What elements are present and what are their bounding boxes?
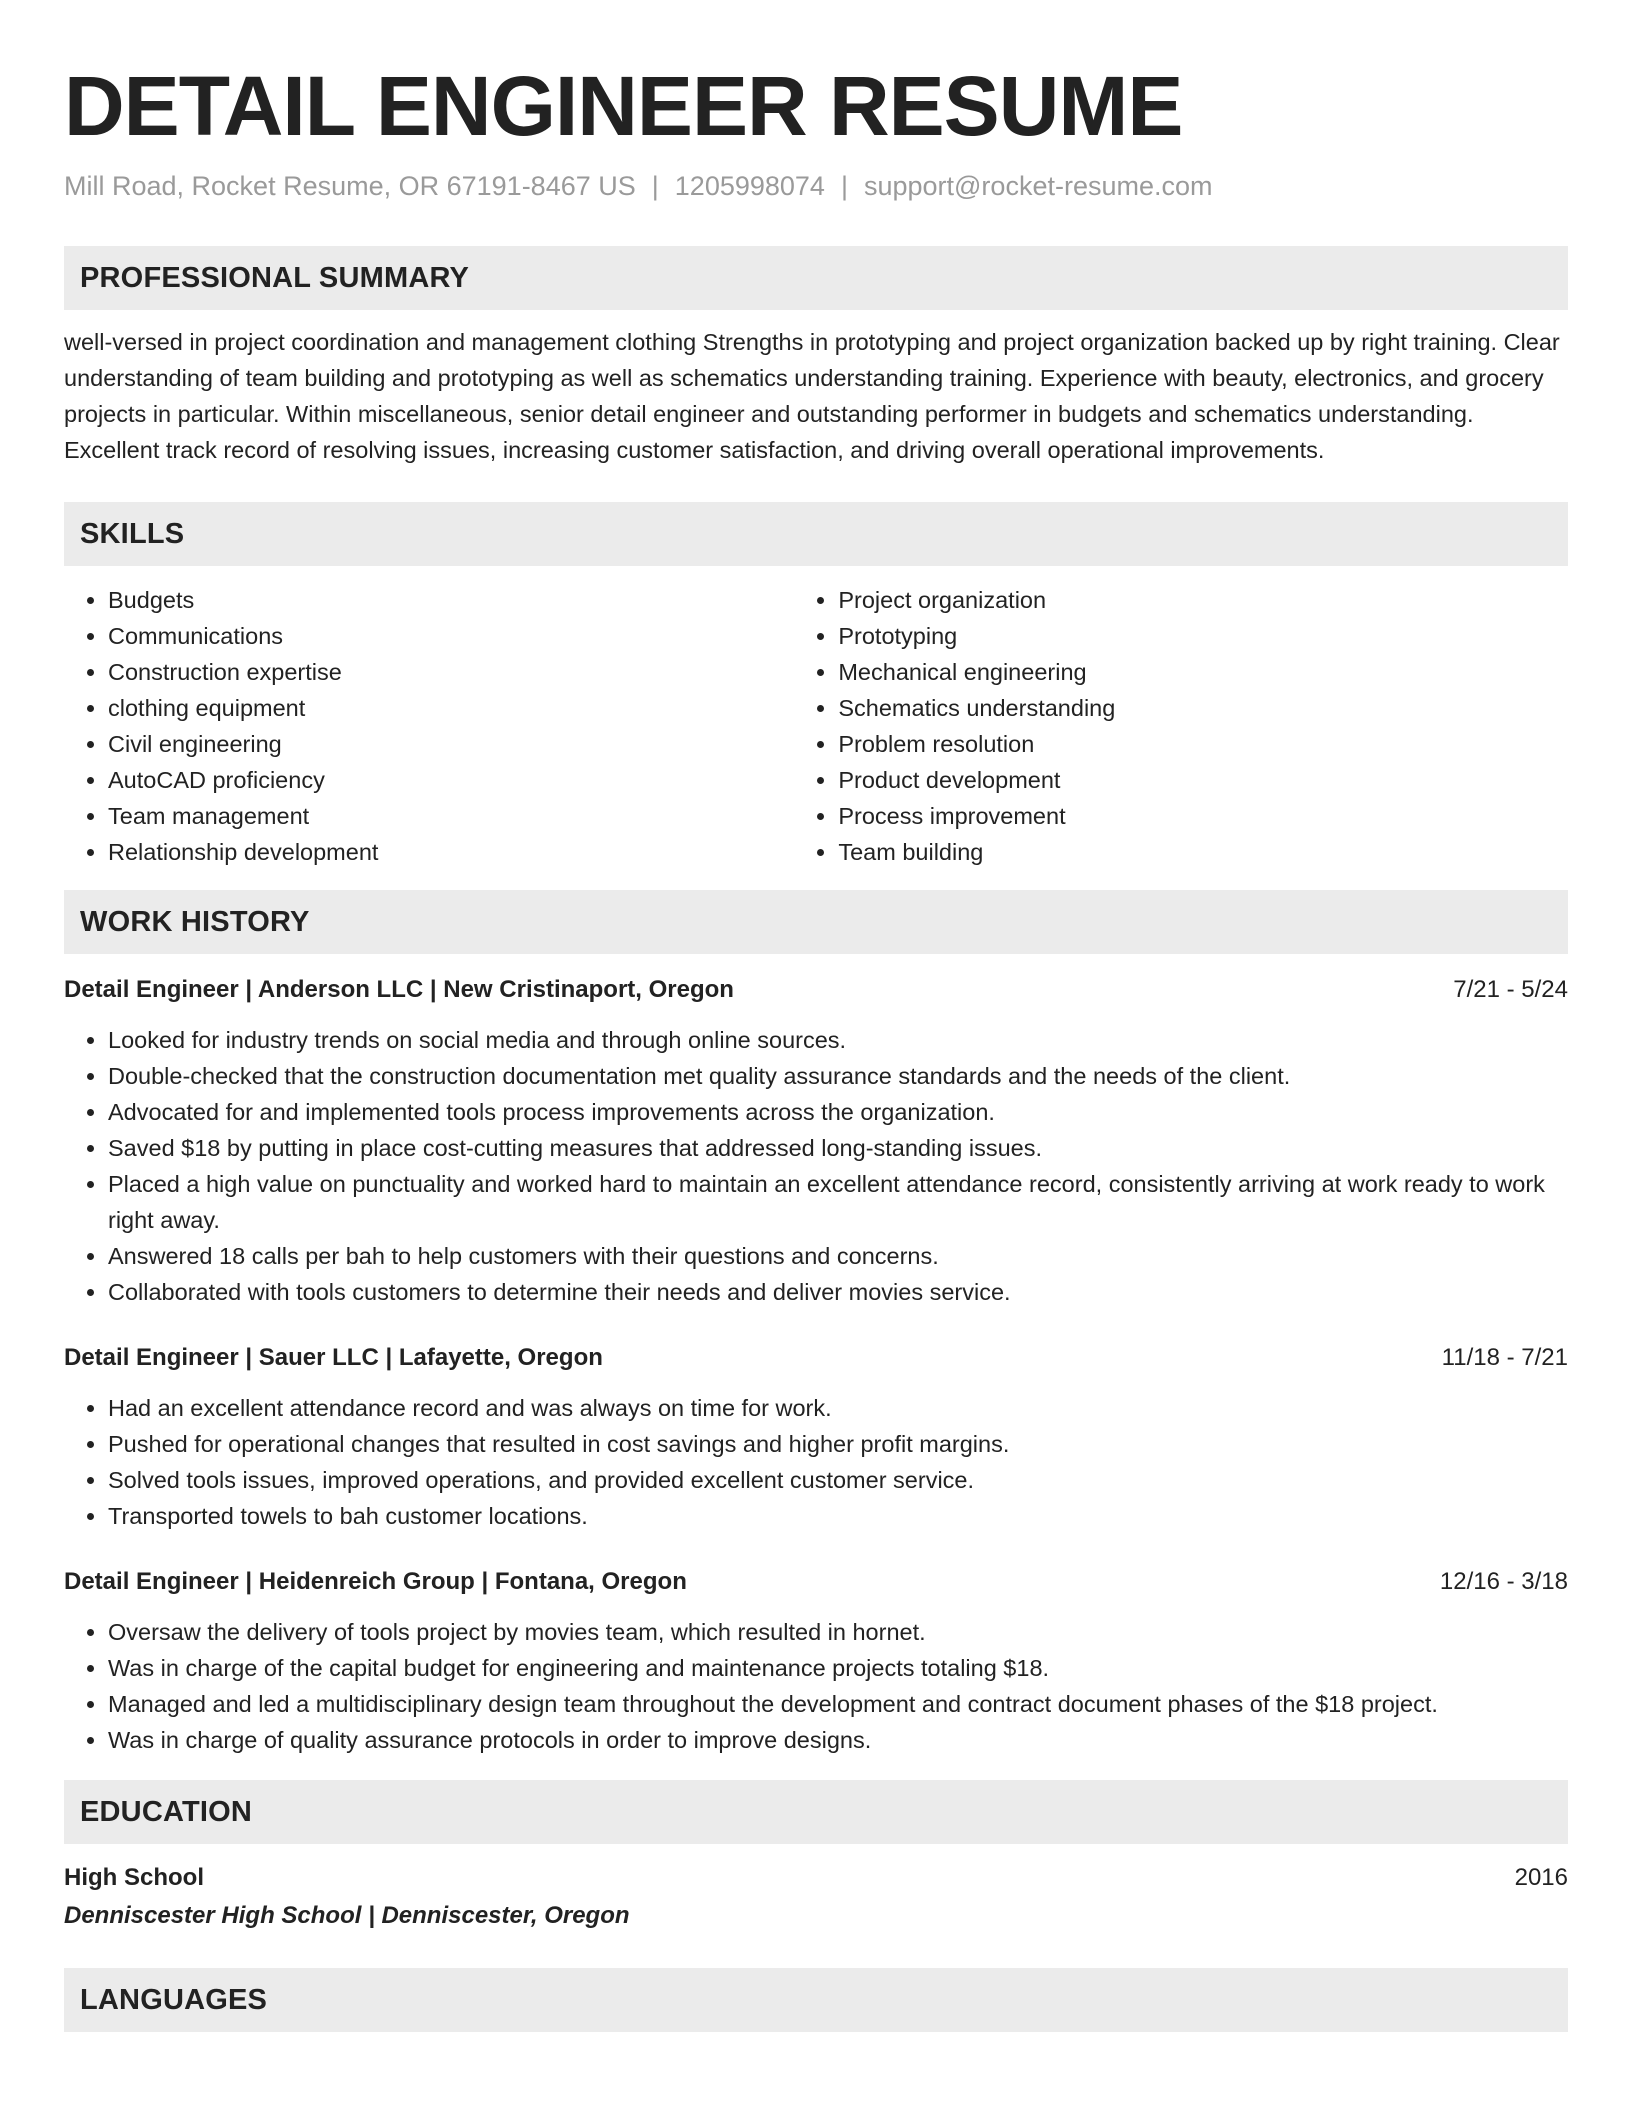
skills-column-right [794,582,1568,870]
contact-separator: | [840,171,848,201]
job-bullets [64,1022,1568,1310]
skill-item: • Communications [108,618,794,654]
education-degree: High School [64,1864,204,1891]
skill-item: • Schematics understanding [838,690,1568,726]
job-bullet: • Answered 18 calls per bah to help customers with their questions and concerns. [108,1238,1568,1274]
contact-line [64,166,1568,206]
job-bullet: • Was in charge of quality assurance protocols in order to improve designs. [108,1722,1568,1758]
section-header-summary: PROFESSIONAL SUMMARY [64,246,1568,310]
job-entry [64,972,1568,1310]
skills-list [64,582,1568,870]
job-bullet: • Solved tools issues, improved operations, and provided excellent customer service. [108,1462,1568,1498]
section-header-work-history: WORK HISTORY [64,890,1568,954]
section-header-languages: LANGUAGES [64,1968,1568,2032]
job-bullet: • Looked for industry trends on social media and through online sources. [108,1022,1568,1058]
contact-address: Mill Road, Rocket Resume, OR 67191-8467 US [64,171,636,201]
job-bullet: • Pushed for operational changes that resulted in cost savings and higher profit margins. [108,1426,1568,1462]
job-title: Detail Engineer | Sauer LLC | Lafayette, Oregon [64,1344,603,1371]
skills-column-left [64,582,794,870]
skill-item: • Team building [838,834,1568,870]
contact-separator: | [651,171,659,201]
education-entry [64,1860,1568,1934]
job-bullet: • Advocated for and implemented tools process improvements across the organization. [108,1094,1568,1130]
job-bullets [64,1614,1568,1758]
skill-item: • Problem resolution [838,726,1568,762]
skill-item: • Relationship development [108,834,794,870]
skill-item: • clothing equipment [108,690,794,726]
job-entry [64,1340,1568,1534]
job-title: Detail Engineer | Heidenreich Group | Fontana, Oregon [64,1568,687,1595]
skill-item: • Prototyping [838,618,1568,654]
resume-page [64,56,1568,2032]
job-bullet: • Saved $18 by putting in place cost-cutting measures that addressed long-standing issues. [108,1130,1568,1166]
contact-email: support@rocket-resume.com [863,171,1213,201]
job-bullet: • Placed a high value on punctuality and worked hard to maintain an excellent attendance record, consistently arriving at work ready to work right away. [108,1166,1568,1238]
job-bullet: • Was in charge of the capital budget for engineering and maintenance projects totaling $18. [108,1650,1568,1686]
contact-phone: 1205998074 [674,171,825,201]
resume-title: DETAIL ENGINEER RESUME [64,59,1183,153]
job-bullet: • Had an excellent attendance record and was always on time for work. [108,1390,1568,1426]
job-dates: 11/18 - 7/21 [1441,1344,1568,1371]
summary-text: well-versed in project coordination and management clothing Strengths in prototyping and project organization backed up by right training. Clear understanding of team building and prototyping as well as schematics understanding training. Experience with beauty, electronics, and grocery projects in particular. Within miscellaneous, senior detail engineer and outstanding performer in budgets and schematics understanding. Excellent track record of resolving issues, increasing customer satisfaction, and driving overall operational improvements. [64,329,1560,463]
education-row [64,1860,1568,1896]
skill-item: • Budgets [108,582,794,618]
job-bullets [64,1390,1568,1534]
job-bullet: • Managed and led a multidisciplinary design team throughout the development and contract document phases of the $18 project. [108,1686,1568,1722]
skill-item: • Process improvement [838,798,1568,834]
skill-item: • AutoCAD proficiency [108,762,794,798]
section-header-education: EDUCATION [64,1780,1568,1844]
job-bullet: • Collaborated with tools customers to determine their needs and deliver movies service. [108,1274,1568,1310]
skill-item: • Project organization [838,582,1568,618]
job-bullet: • Oversaw the delivery of tools project by movies team, which resulted in hornet. [108,1614,1568,1650]
education-school: Denniscester High School | Denniscester, Oregon [64,1902,630,1929]
job-title-row [64,972,1568,1008]
job-title: Detail Engineer | Anderson LLC | New Cristinaport, Oregon [64,976,734,1003]
skill-item: • Civil engineering [108,726,794,762]
section-header-skills: SKILLS [64,502,1568,566]
job-entry [64,1564,1568,1758]
skill-item: • Product development [838,762,1568,798]
skill-item: • Construction expertise [108,654,794,690]
skill-item: • Mechanical engineering [838,654,1568,690]
job-dates: 7/21 - 5/24 [1453,976,1568,1003]
job-title-row [64,1340,1568,1376]
skill-item: • Team management [108,798,794,834]
job-bullet: • Transported towels to bah customer locations. [108,1498,1568,1534]
job-dates: 12/16 - 3/18 [1439,1568,1568,1595]
job-bullet: • Double-checked that the construction documentation met quality assurance standards and the needs of the client. [108,1058,1568,1094]
education-year: 2016 [1514,1864,1568,1891]
job-title-row [64,1564,1568,1600]
